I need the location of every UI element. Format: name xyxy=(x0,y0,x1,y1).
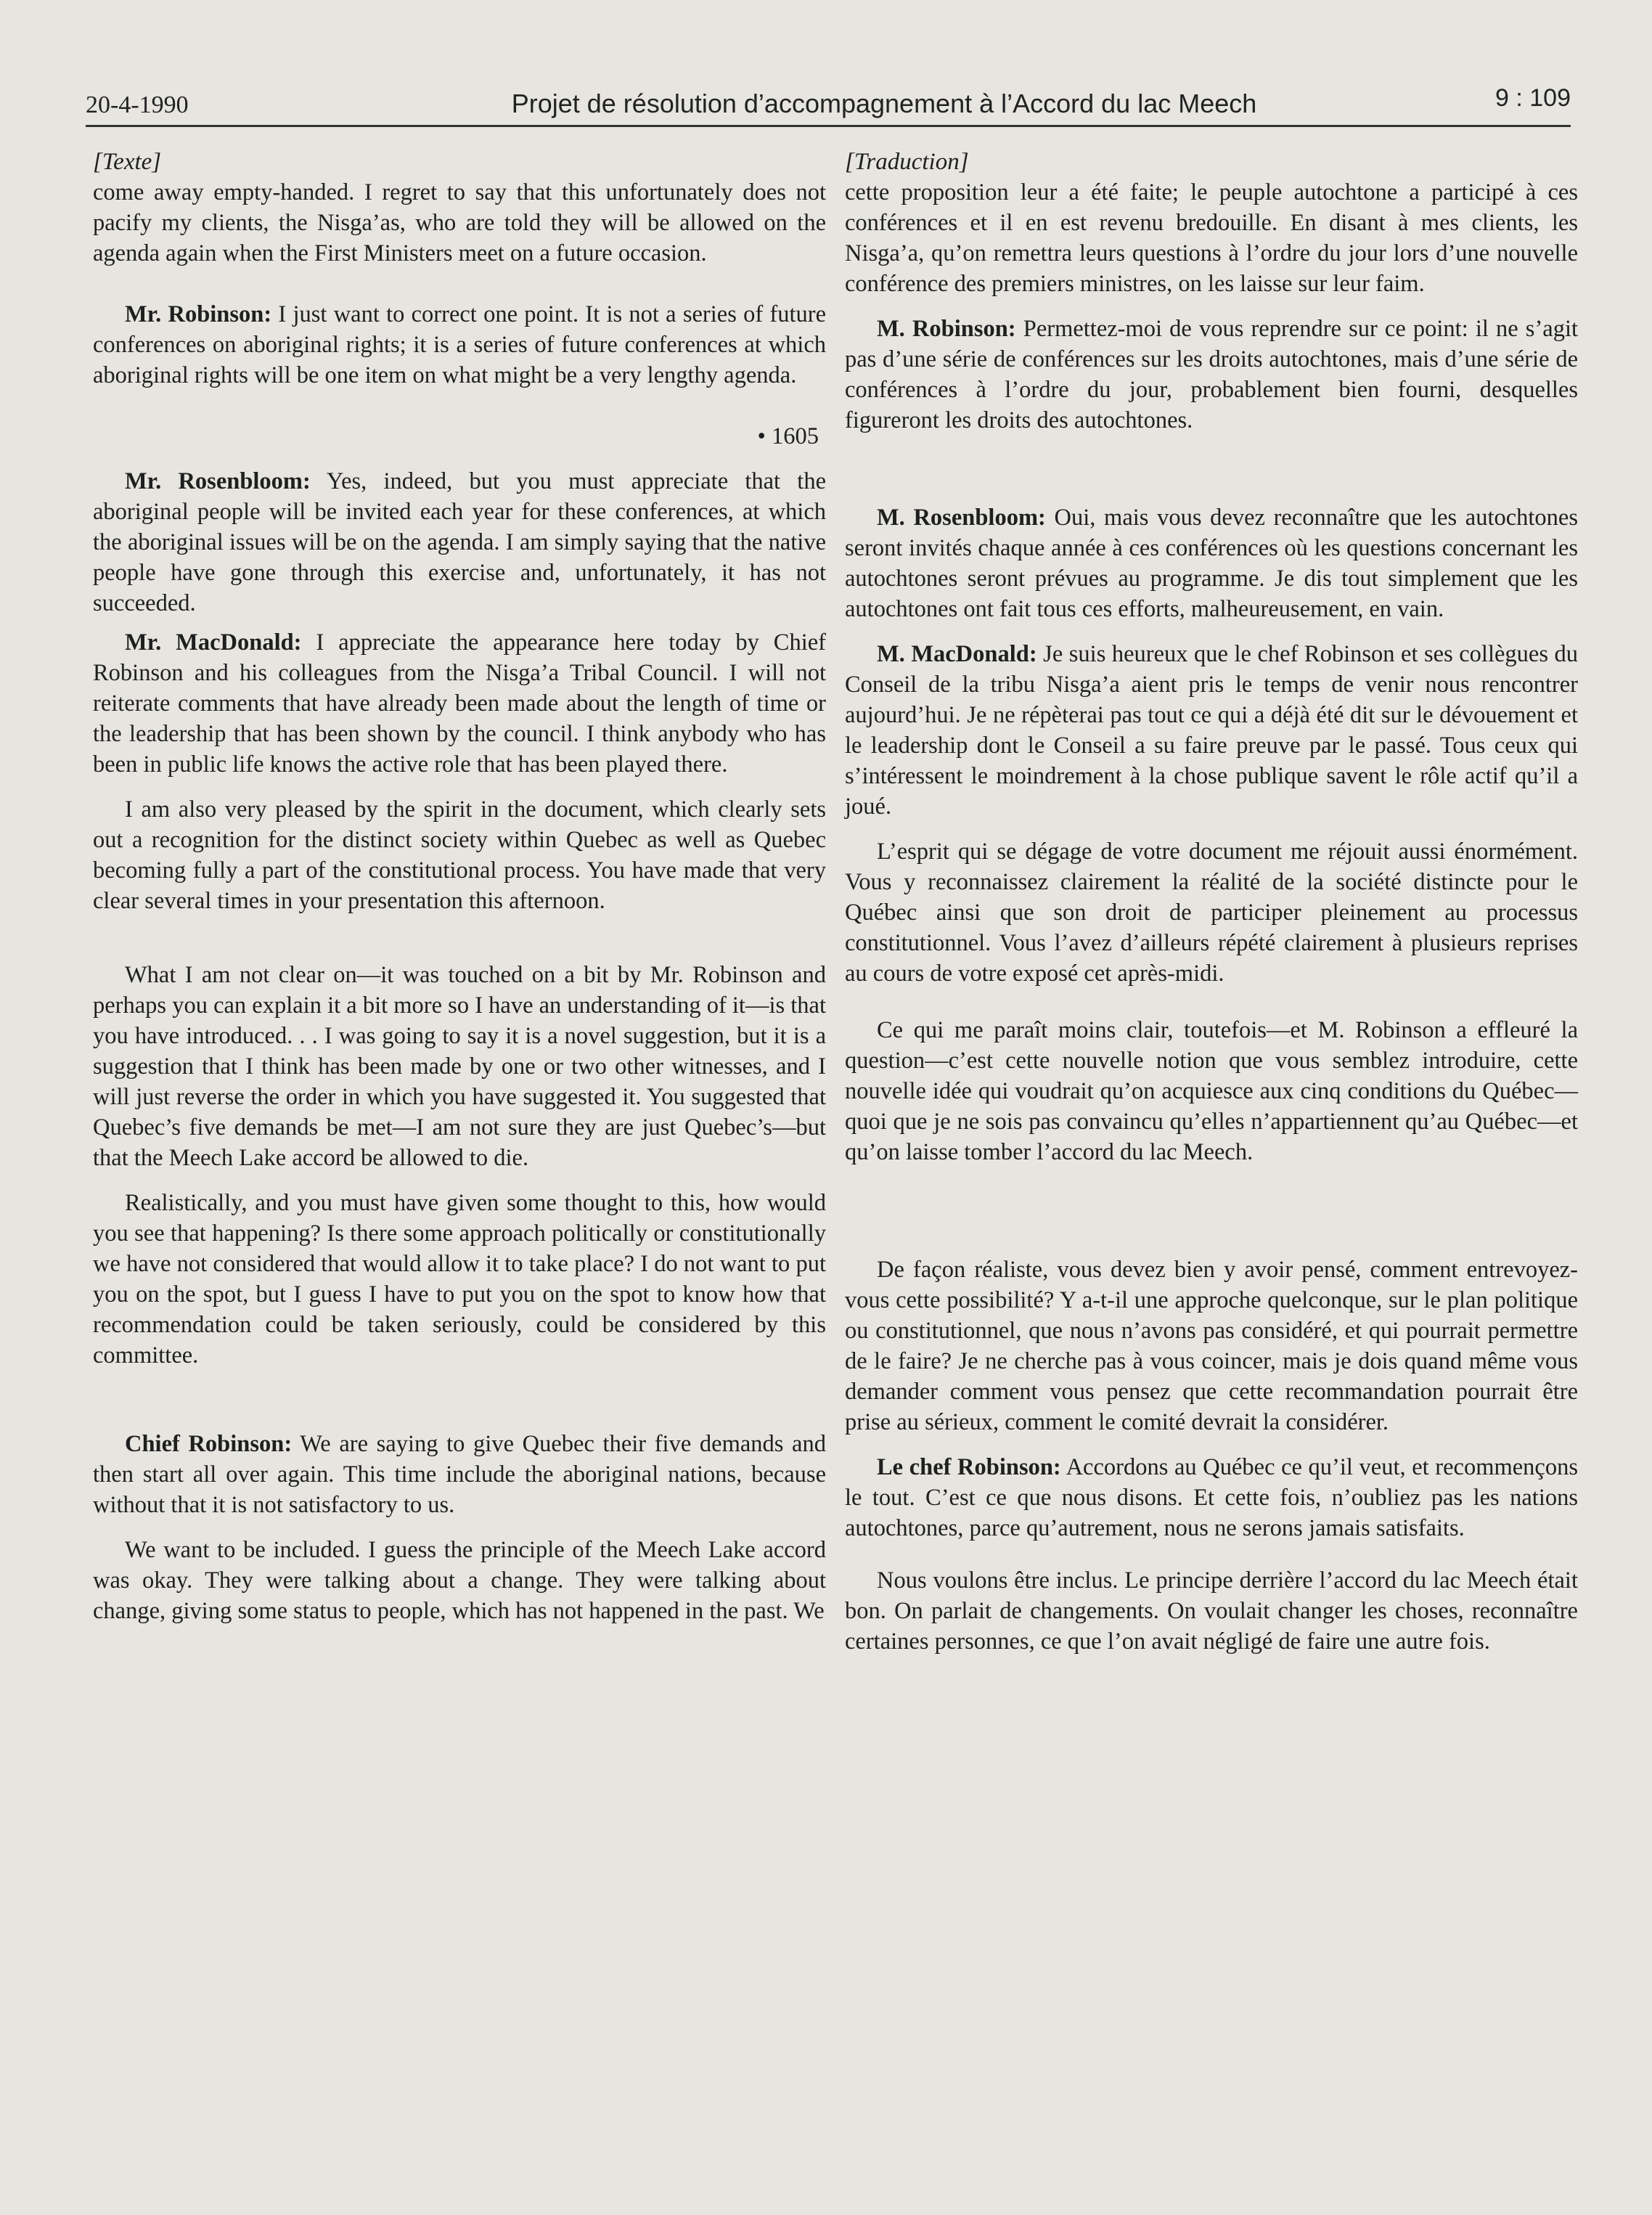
paragraph: I am also very pleased by the spirit in the document, which clearly sets out a recognition for the distinct society within Quebec as well as Quebec becoming fully a part of the constitutional process. You have made that very clear several times in your presentation this afternoon. xyxy=(93,796,826,914)
speech-text: Oui, mais vous devez reconnaître que les autochtones seront invités chaque année à ces conférences où les questions concernant les autochtones seront prévues au programme. Je dis tout simplement que les autochtones ont fait tous ces efforts, malheureusement, en vain. xyxy=(845,505,1579,622)
speaker-name: Mr. Rosenbloom: xyxy=(125,468,311,494)
page-header xyxy=(86,81,1571,125)
speech-text: Accordons au Québec ce qu’il veut, et recommençons le tout. C’est ce que nous disons. Et cette fois, n’oubliez pas les nations autochtones, parce qu’autrement, nous ne serons jamais satisfaits. xyxy=(845,1454,1579,1541)
speech-text: Yes, indeed, but you must appreciate that the aboriginal people will be invited each year for these conferences, at which the aboriginal issues will be on the agenda. I am simply saying that the native people have gone through this exercise and, unfortunately, it has not succeeded. xyxy=(93,468,826,616)
speech-text: I appreciate the appearance here today by Chief Robinson and his colleagues from the Nisga’a Tribal Council. I will not reiterate comments that have already been made about the length of time or the leadership that has been shown by the council. I think anybody who has been in public life knows the active role that has been played there. xyxy=(93,629,826,778)
paragraph: De façon réaliste, vous devez bien y avoir pensé, comment entrevoyez-vous cette possibilité? Y a-t-il une approche quelconque, sur le plan politique ou constitutionnel, que nous n’avons pas considéré, et qui pourrait permettre de le faire? Je ne cherche pas à vous coincer, mais je dois quand même vous demander comment vous pensez que cette recommandation pourrait être prise au sérieux, comment le comité devrait la considérer. xyxy=(845,1257,1578,1435)
paragraph xyxy=(93,466,826,619)
paragraph: cette proposition leur a été faite; le peuple autochtone a participé à ces conférences et il en est revenu bredouille. En disant à mes clients, les Nisga’a, qu’on remettra leurs questions à l’ordre du jour lors d’une nouvelle conférence des premiers ministres, on les laisse sur leur faim. xyxy=(845,179,1578,297)
speech-text: I just want to correct one point. It is not a series of future conferences on aboriginal rights; it is a series of future conferences at which aboriginal rights will be one item on what might be a very lengthy agenda. xyxy=(93,301,827,388)
paragraph: Ce qui me paraît moins clair, toutefois—et M. Robinson a effleuré la question—c’est cette nouvelle notion que vous semblez introduire, cette nouvelle idée qui voudrait qu’on acquiesce aux cinq conditions du Québec—quoi que je ne sois pas convaincu qu’elles n’appartiennent qu’au Québec—et qu’on laisse tomber l’accord du lac Meech. xyxy=(845,1017,1578,1165)
header-page-number: 9 : 109 xyxy=(1495,84,1571,112)
paragraph xyxy=(845,639,1578,822)
paragraph: We want to be included. I guess the principle of the Meech Lake accord was okay. They were talking about a change. They were talking about change, giving some status to people, which has not happened in the past. We xyxy=(93,1537,826,1624)
header-rule xyxy=(86,125,1571,127)
speech-text: Permettez-moi de vous reprendre sur ce point: il ne s’agit pas d’une série de conférences sur les droits autochtones, mais d’une série de conférences à l’ordre du jour, probablement bien fourni, desquelles figureront les droits des autochtones. xyxy=(845,316,1579,433)
paragraph: L’esprit qui se dégage de votre document me réjouit aussi énormément. Vous y reconnaissez clairement la réalité de la société distincte pour le Québec ainsi que son droit de participer pleinement au processus constitutionnel. Vous l’avez d’ailleurs répété clairement à plusieurs reprises au cours de votre exposé cet après-midi. xyxy=(845,839,1578,987)
paragraph: come away empty-handed. I regret to say that this unfortunately does not pacify my clients, the Nisga’as, who are told they will be allowed on the agenda again when the First Ministers meet on a future occasion. xyxy=(93,179,826,266)
paragraph xyxy=(845,314,1578,436)
speaker-name: M. MacDonald: xyxy=(877,641,1037,667)
paragraph xyxy=(93,627,826,780)
header-title: Projet de résolution d’accompagnement à l’Accord du lac Meech xyxy=(511,89,1257,118)
time-marker: • 1605 xyxy=(757,423,819,449)
paragraph xyxy=(93,1429,826,1520)
speech-text: Je suis heureux que le chef Robinson et ses collègues du Conseil de la tribu Nisga’a aient pris le temps de venir nous rencontrer aujourd’hui. Je ne répèterai pas tout ce qui a déjà été dit sur le dévouement et le leadership dont le Conseil a su faire preuve par le passé. Tous ceux qui s’intéressent le moindrement à la chose publique savent le rôle actif qu’il a joué. xyxy=(845,641,1579,820)
paragraph: Nous voulons être inclus. Le principe derrière l’accord du lac Meech était bon. On parlait de changements. On voulait changer les choses, reconnaître certaines personnes, ce que l’on avait négligé de faire une autre fois. xyxy=(845,1567,1578,1655)
paragraph xyxy=(845,1452,1578,1543)
speaker-name: Mr. MacDonald: xyxy=(125,629,302,656)
speaker-name: Mr. Robinson: xyxy=(125,301,272,327)
speaker-name: M. Rosenbloom: xyxy=(877,505,1046,531)
column-label-traduction: [Traduction] xyxy=(845,149,969,175)
paragraph xyxy=(845,502,1578,624)
paragraph: Realistically, and you must have given some thought to this, how would you see that happening? Is there some approach politically or constitutionally we have not considered that would allow it to take place? I do not want to put you on the spot, but I guess I have to put you on the spot to know how that recommendation could be taken seriously, could be considered by this committee. xyxy=(93,1190,826,1368)
column-label-texte: [Texte] xyxy=(93,149,162,175)
paragraph: What I am not clear on—it was touched on a bit by Mr. Robinson and perhaps you can explain it a bit more so I have an understanding of it—is that you have introduced. . . I was going to say it is a novel suggestion, but it is a suggestion that I think has been made by one or two other witnesses, and I will just reverse the order in which you have suggested it. You suggested that Quebec’s five demands be met—I am not sure they are just Quebec’s—but that the Meech Lake accord be allowed to die. xyxy=(93,962,826,1171)
speaker-name: Le chef Robinson: xyxy=(877,1454,1061,1480)
speaker-name: Chief Robinson: xyxy=(125,1431,293,1457)
paragraph xyxy=(93,299,826,391)
french-column xyxy=(845,142,1578,1657)
english-column xyxy=(93,142,826,1626)
header-date: 20-4-1990 xyxy=(86,91,189,118)
speaker-name: M. Robinson: xyxy=(877,316,1016,342)
speech-text: We are saying to give Quebec their five demands and then start all over again. This time include the aboriginal nations, because without that it is not satisfactory to us. xyxy=(93,1431,826,1518)
